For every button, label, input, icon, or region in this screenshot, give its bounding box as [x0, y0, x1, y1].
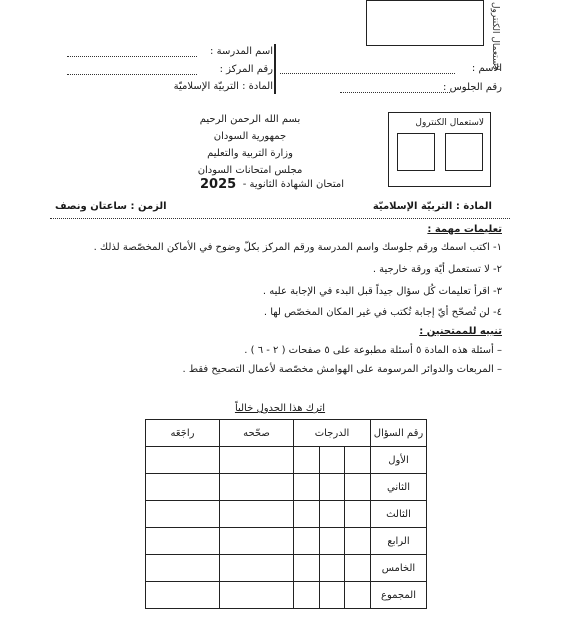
grade-cell[interactable] — [319, 501, 345, 528]
reviewer-cell[interactable] — [146, 447, 220, 474]
subject-row-time: الزمن : ساعتان ونصف — [55, 201, 167, 212]
header-divider — [274, 44, 276, 94]
instructions-heading: تعليمات مهمة : — [427, 224, 502, 235]
exam-name: امتحان الشهادة الثانوية - — [242, 179, 344, 190]
reviewer-cell[interactable] — [146, 501, 220, 528]
control-inner-box-left — [397, 133, 435, 171]
grade-cell[interactable] — [294, 555, 320, 582]
table-row — [146, 555, 427, 582]
table-row — [146, 501, 427, 528]
grade-cell[interactable] — [319, 474, 345, 501]
grade-cell[interactable] — [319, 447, 345, 474]
row-label: الخامس — [371, 555, 427, 582]
center-label: رقم المركز : — [219, 64, 273, 75]
control-box-label: لاستعمال الكنترول — [415, 118, 484, 128]
notice-heading: تنبيه للممتحنين : — [419, 326, 502, 337]
corrector-cell[interactable] — [220, 555, 294, 582]
subject-row-subject: المادة : التربيّة الإسلاميّة — [372, 201, 492, 212]
row-label: المجموع — [371, 582, 427, 609]
row-label: الرابع — [371, 528, 427, 555]
table-row — [146, 528, 427, 555]
instruction-item: ٢- لا تستعمل أيّة ورقة خارجية . — [372, 264, 502, 275]
grade-cell[interactable] — [345, 582, 371, 609]
table-row — [146, 474, 427, 501]
instruction-item: ٤- لن تُصحّح أيّ إجابة تُكتب في غير المكان المخصّص لها . — [263, 307, 502, 318]
grade-cell[interactable] — [319, 582, 345, 609]
control-box — [388, 112, 491, 187]
grades-table — [145, 419, 427, 609]
row-label: الثالث — [371, 501, 427, 528]
grade-cell[interactable] — [294, 474, 320, 501]
grade-cell[interactable] — [294, 582, 320, 609]
subject-row-rule — [50, 218, 510, 219]
row-label: الثاني — [371, 474, 427, 501]
center-field[interactable] — [67, 74, 197, 75]
instruction-item: ٣- اقرأ تعليمات كُل سؤال جيداً قبل البدء في الإجابة عليه . — [262, 286, 502, 297]
grade-cell[interactable] — [319, 555, 345, 582]
corrector-cell[interactable] — [220, 528, 294, 555]
reviewer-cell[interactable] — [146, 474, 220, 501]
grade-cell[interactable] — [345, 501, 371, 528]
notice-item: – المربعات والدوائر المرسومة على الهوامش مخصّصة لأعمال التصحيح فقط . — [182, 364, 502, 375]
exam-year: 2025 — [200, 177, 237, 192]
top-control-box — [366, 0, 484, 46]
notice-item: – أسئلة هذه المادة ٥ أسئلة مطبوعة على ٥ صفحات ( ٢ - ٦ ) . — [244, 345, 502, 356]
name-label: الاسم : — [471, 63, 502, 74]
header-corrector: صحّحه — [220, 420, 294, 447]
corrector-cell[interactable] — [220, 447, 294, 474]
table-caption: اترك هذا الجدول خالياً — [234, 403, 326, 414]
header-question: رقم السؤال — [371, 420, 427, 447]
header-grades: الدرجات — [294, 420, 371, 447]
header-reviewer: راجَعَه — [146, 420, 220, 447]
grade-cell[interactable] — [294, 447, 320, 474]
republic: جمهورية السودان — [213, 131, 287, 142]
grade-cell[interactable] — [294, 528, 320, 555]
school-field[interactable] — [67, 56, 197, 57]
ministry: وزارة التربية والتعليم — [207, 148, 293, 159]
row-label: الأول — [371, 447, 427, 474]
grade-cell[interactable] — [345, 528, 371, 555]
school-label: اسم المدرسة : — [210, 46, 273, 57]
council: مجلس امتحانات السودان — [197, 165, 303, 176]
grade-cell[interactable] — [345, 447, 371, 474]
basmala: بسم الله الرحمن الرحيم — [199, 114, 301, 125]
reviewer-cell[interactable] — [146, 528, 220, 555]
title-block — [180, 114, 320, 177]
subject-label-top: المادة : التربيّة الإسلاميّة — [173, 81, 273, 92]
seat-label: رقم الجلوس : — [443, 82, 502, 93]
top-control-label: لاستعمال الكنترول — [490, 2, 500, 71]
grade-cell[interactable] — [345, 474, 371, 501]
table-header-row — [146, 420, 427, 447]
corrector-cell[interactable] — [220, 501, 294, 528]
table-row — [146, 447, 427, 474]
header-left — [55, 46, 285, 96]
corrector-cell[interactable] — [220, 474, 294, 501]
grade-cell[interactable] — [345, 555, 371, 582]
instruction-item: ١- اكتب اسمك ورقم جلوسك واسم المدرسة ورقم المركز بكلّ وضوح في الأماكن المخصّصة لذلك . — [93, 242, 502, 253]
reviewer-cell[interactable] — [146, 582, 220, 609]
grade-cell[interactable] — [319, 528, 345, 555]
grade-cell[interactable] — [294, 501, 320, 528]
reviewer-cell[interactable] — [146, 555, 220, 582]
seat-field[interactable] — [340, 92, 450, 93]
corrector-cell[interactable] — [220, 582, 294, 609]
table-row — [146, 582, 427, 609]
name-field[interactable] — [280, 73, 455, 74]
control-inner-box-right — [445, 133, 483, 171]
exam-title — [196, 177, 344, 195]
